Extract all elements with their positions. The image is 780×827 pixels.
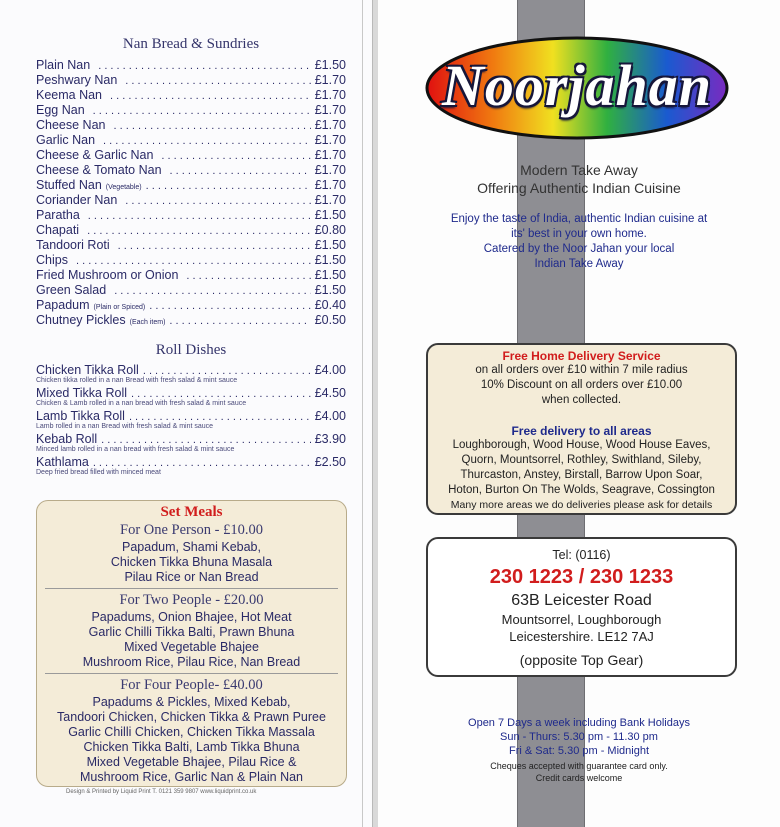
roll-item — [36, 432, 346, 446]
menu-item — [36, 283, 346, 297]
delivery-area-line: Loughborough, Wood House, Wood House Eaves, — [452, 439, 711, 451]
dot-leader — [169, 315, 310, 327]
roll-item-description: Chicken tikka rolled in a nan Bread with fresh salad & mint sauce — [36, 377, 238, 384]
set-two-line: Papadums, Onion Bhajee, Hot Meat — [91, 610, 292, 624]
set-one-line: Chicken Tikka Bhuna Masala — [110, 555, 273, 569]
dot-leader — [125, 75, 310, 87]
tel-label: Tel: (0116) — [552, 548, 611, 562]
dot-leader — [103, 135, 311, 147]
dot-leader — [93, 457, 311, 469]
roll-item-name: Chicken Tikka Roll — [36, 363, 139, 377]
dot-leader — [101, 434, 311, 446]
menu-item-price: £1.70 — [314, 88, 346, 102]
menu-item — [36, 178, 346, 192]
menu-item — [36, 238, 346, 252]
menu-item-note: (Each item) — [129, 319, 166, 326]
set-meals-title: Set Meals — [160, 504, 223, 520]
dot-leader — [125, 195, 310, 207]
roll-item — [36, 386, 346, 400]
dot-leader — [114, 120, 311, 132]
menu-item-name: Paratha — [36, 208, 80, 222]
delivery-area-line: Hoton, Burton On The Wolds, Seagrave, Cossington — [448, 484, 715, 496]
menu-item-name: Keema Nan — [36, 88, 103, 102]
set-four-line: Tandoori Chicken, Chicken Tikka & Prawn Puree — [57, 710, 326, 724]
roll-item-name: Kebab Roll — [36, 432, 98, 446]
dot-leader — [93, 105, 311, 117]
divider — [45, 673, 338, 674]
phone-numbers[interactable]: 230 1223 / 230 1233 — [489, 566, 674, 588]
set-one-line: Papadum, Shami Kebab, — [122, 540, 261, 554]
menu-item-price: £1.70 — [314, 133, 346, 147]
delivery-title: Free Home Delivery Service — [502, 349, 661, 363]
roll-item-description: Deep fried bread filled with minced meat — [36, 469, 161, 476]
menu-item-name: Garlic Nan — [36, 133, 96, 147]
menu-item-price: £1.70 — [314, 103, 346, 117]
dot-leader — [110, 90, 311, 102]
intro-line: Enjoy the taste of India, authentic Indian cuisine at — [450, 213, 708, 225]
hours-line: Open 7 Days a week including Bank Holidays — [468, 717, 690, 729]
roll-item — [36, 363, 346, 377]
delivery-offer-line: 10% Discount on all orders over £10.00 — [480, 379, 683, 391]
menu-item-name: Peshwary Nan — [36, 73, 118, 87]
roll-item — [36, 409, 346, 423]
payment-line: Cheques accepted with guarantee card only. — [490, 761, 668, 771]
menu-item — [36, 58, 346, 72]
address-line: Mountsorrel, Loughborough — [501, 612, 662, 627]
roll-item-description: Lamb rolled in a nan Bread with fresh salad & mint sauce — [36, 423, 214, 430]
menu-item — [36, 253, 346, 267]
nan-section-title: Nan Bread & Sundries — [122, 36, 260, 52]
menu-item-price: £0.80 — [314, 223, 346, 237]
brand-logo — [398, 34, 756, 142]
menu-item — [36, 118, 346, 132]
roll-item-price: £3.90 — [314, 432, 346, 446]
dot-leader — [146, 180, 311, 192]
roll-item-name: Kathlama — [36, 455, 89, 469]
delivery-area-line: Thurcaston, Anstey, Birstall, Barrow Upon Soar, — [460, 469, 703, 481]
set-one-line: Pilau Rice or Nan Bread — [124, 570, 259, 584]
menu-item — [36, 103, 346, 117]
intro-line: Indian Take Away — [534, 258, 624, 270]
set-meals-box — [36, 500, 347, 787]
dot-leader — [170, 165, 311, 177]
set-two-heading: For Two People - £20.00 — [119, 592, 264, 608]
menu-item-name: Chips — [36, 253, 68, 267]
set-two-line: Mixed Vegetable Bhajee — [124, 640, 259, 654]
landmark: (opposite Top Gear) — [519, 652, 644, 668]
roll-item-price: £4.00 — [314, 409, 346, 423]
hours-line: Fri & Sat: 5.30 pm - Midnight — [509, 745, 649, 757]
set-one-heading: For One Person - £10.00 — [120, 522, 263, 538]
hours-line: Sun - Thurs: 5.30 pm - 11.30 pm — [500, 731, 658, 743]
menu-item-price: £1.50 — [314, 283, 346, 297]
delivery-area-line: Many more areas we do deliveries please ask for details — [450, 499, 713, 511]
menu-item-name: Chapati — [36, 223, 80, 237]
menu-item-name: Fried Mushroom or Onion — [36, 268, 179, 282]
menu-item — [36, 313, 346, 327]
menu-item — [36, 193, 346, 207]
fold-line — [362, 0, 363, 827]
menu-item-name: Green Salad — [36, 283, 107, 297]
menu-item-name: Stuffed Nan — [36, 178, 102, 192]
dot-leader — [149, 300, 310, 312]
dot-leader — [114, 285, 311, 297]
menu-item-name: Chutney Pickles — [36, 313, 126, 327]
set-four-line: Garlic Chilli Chicken, Chicken Tikka Massala — [68, 725, 315, 739]
set-four-line: Papadums & Pickles, Mixed Kebab, — [92, 695, 291, 709]
menu-item-price: £0.50 — [314, 313, 346, 327]
dot-leader — [87, 225, 311, 237]
address-line: 63B Leicester Road — [511, 592, 652, 609]
roll-item-name: Lamb Tikka Roll — [36, 409, 125, 423]
menu-item-name: Papadum — [36, 298, 90, 312]
menu-item-price: £1.70 — [314, 163, 346, 177]
menu-item-name: Plain Nan — [36, 58, 91, 72]
menu-item-price: £1.70 — [314, 73, 346, 87]
dot-leader — [161, 150, 310, 162]
roll-item-name: Mixed Tikka Roll — [36, 386, 127, 400]
brand-name: Noorjahan — [441, 53, 713, 118]
tagline-line: Modern Take Away — [520, 162, 638, 178]
menu-item — [36, 298, 346, 312]
set-two-line: Garlic Chilli Tikka Balti, Prawn Bhuna — [88, 625, 295, 639]
roll-item-price: £4.50 — [314, 386, 346, 400]
menu-item-note: (Plain or Spiced) — [93, 304, 146, 311]
address-line: Leicestershire. LE12 7AJ — [509, 629, 654, 644]
dot-leader — [143, 365, 311, 377]
menu-item-price: £1.50 — [314, 253, 346, 267]
menu-item-name: Cheese & Tomato Nan — [36, 163, 162, 177]
delivery-offer-line: on all orders over £10 within 7 mile radius — [475, 364, 688, 376]
set-four-heading: For Four People- £40.00 — [120, 677, 263, 693]
tagline-line: Offering Authentic Indian Cuisine — [477, 180, 681, 196]
set-two-line: Mushroom Rice, Pilau Rice, Nan Bread — [82, 655, 301, 669]
menu-item-name: Egg Nan — [36, 103, 85, 117]
dot-leader — [98, 60, 311, 72]
roll-item-description: Minced lamb rolled in a nan bread with fresh salad & mint sauce — [36, 446, 235, 453]
roll-section-title: Roll Dishes — [155, 342, 227, 358]
set-four-line: Mushroom Rice, Garlic Nan & Plain Nan — [80, 770, 303, 784]
delivery-area-line: Quorn, Mountsorrel, Rothley, Swithland, Sileby, — [461, 454, 702, 466]
set-four-line: Chicken Tikka Balti, Lamb Tikka Bhuna — [83, 740, 300, 754]
menu-item-name: Tandoori Roti — [36, 238, 110, 252]
menu-item — [36, 208, 346, 222]
menu-item-name: Coriander Nan — [36, 193, 118, 207]
menu-item-price: £1.70 — [314, 148, 346, 162]
menu-panel-left — [0, 0, 373, 827]
roll-item-price: £4.00 — [314, 363, 346, 377]
menu-item-price: £1.50 — [314, 208, 346, 222]
menu-item-price: £0.40 — [314, 298, 346, 312]
menu-item — [36, 163, 346, 177]
menu-item — [36, 148, 346, 162]
dot-leader — [118, 240, 311, 252]
printer-credit: Design & Printed by Liquid Print T. 0121 359 9807 www.liquidprint.co.uk — [66, 789, 257, 795]
delivery-box — [426, 343, 737, 515]
dot-leader — [129, 411, 311, 423]
dot-leader — [186, 270, 310, 282]
menu-item-price: £1.70 — [314, 118, 346, 132]
roll-item-price: £2.50 — [314, 455, 346, 469]
divider — [45, 588, 338, 589]
dot-leader — [131, 388, 311, 400]
delivery-areas-title: Free delivery to all areas — [511, 424, 652, 438]
delivery-offer-line: when collected. — [541, 394, 622, 406]
menu-item — [36, 73, 346, 87]
menu-item-price: £1.70 — [314, 193, 346, 207]
contact-box — [426, 537, 737, 677]
menu-item — [36, 88, 346, 102]
roll-item — [36, 455, 346, 469]
menu-item-price: £1.70 — [314, 178, 346, 192]
roll-item-description: Chicken & Lamb rolled in a nan bread with fresh salad & mint sauce — [36, 400, 247, 407]
menu-item — [36, 223, 346, 237]
menu-item-price: £1.50 — [314, 58, 346, 72]
menu-item — [36, 133, 346, 147]
menu-item-note: (Vegetable) — [105, 184, 142, 191]
menu-item-name: Cheese Nan — [36, 118, 106, 132]
set-four-line: Mixed Vegetable Bhajee, Pilau Rice & — [86, 755, 297, 769]
menu-item-price: £1.50 — [314, 268, 346, 282]
menu-item-name: Cheese & Garlic Nan — [36, 148, 154, 162]
intro-line: its' best in your own home. — [511, 228, 647, 240]
menu-item-price: £1.50 — [314, 238, 346, 252]
dot-leader — [88, 210, 311, 222]
menu-item — [36, 268, 346, 282]
dot-leader — [76, 255, 311, 267]
payment-line: Credit cards welcome — [535, 773, 623, 783]
intro-line: Catered by the Noor Jahan your local — [483, 243, 675, 255]
